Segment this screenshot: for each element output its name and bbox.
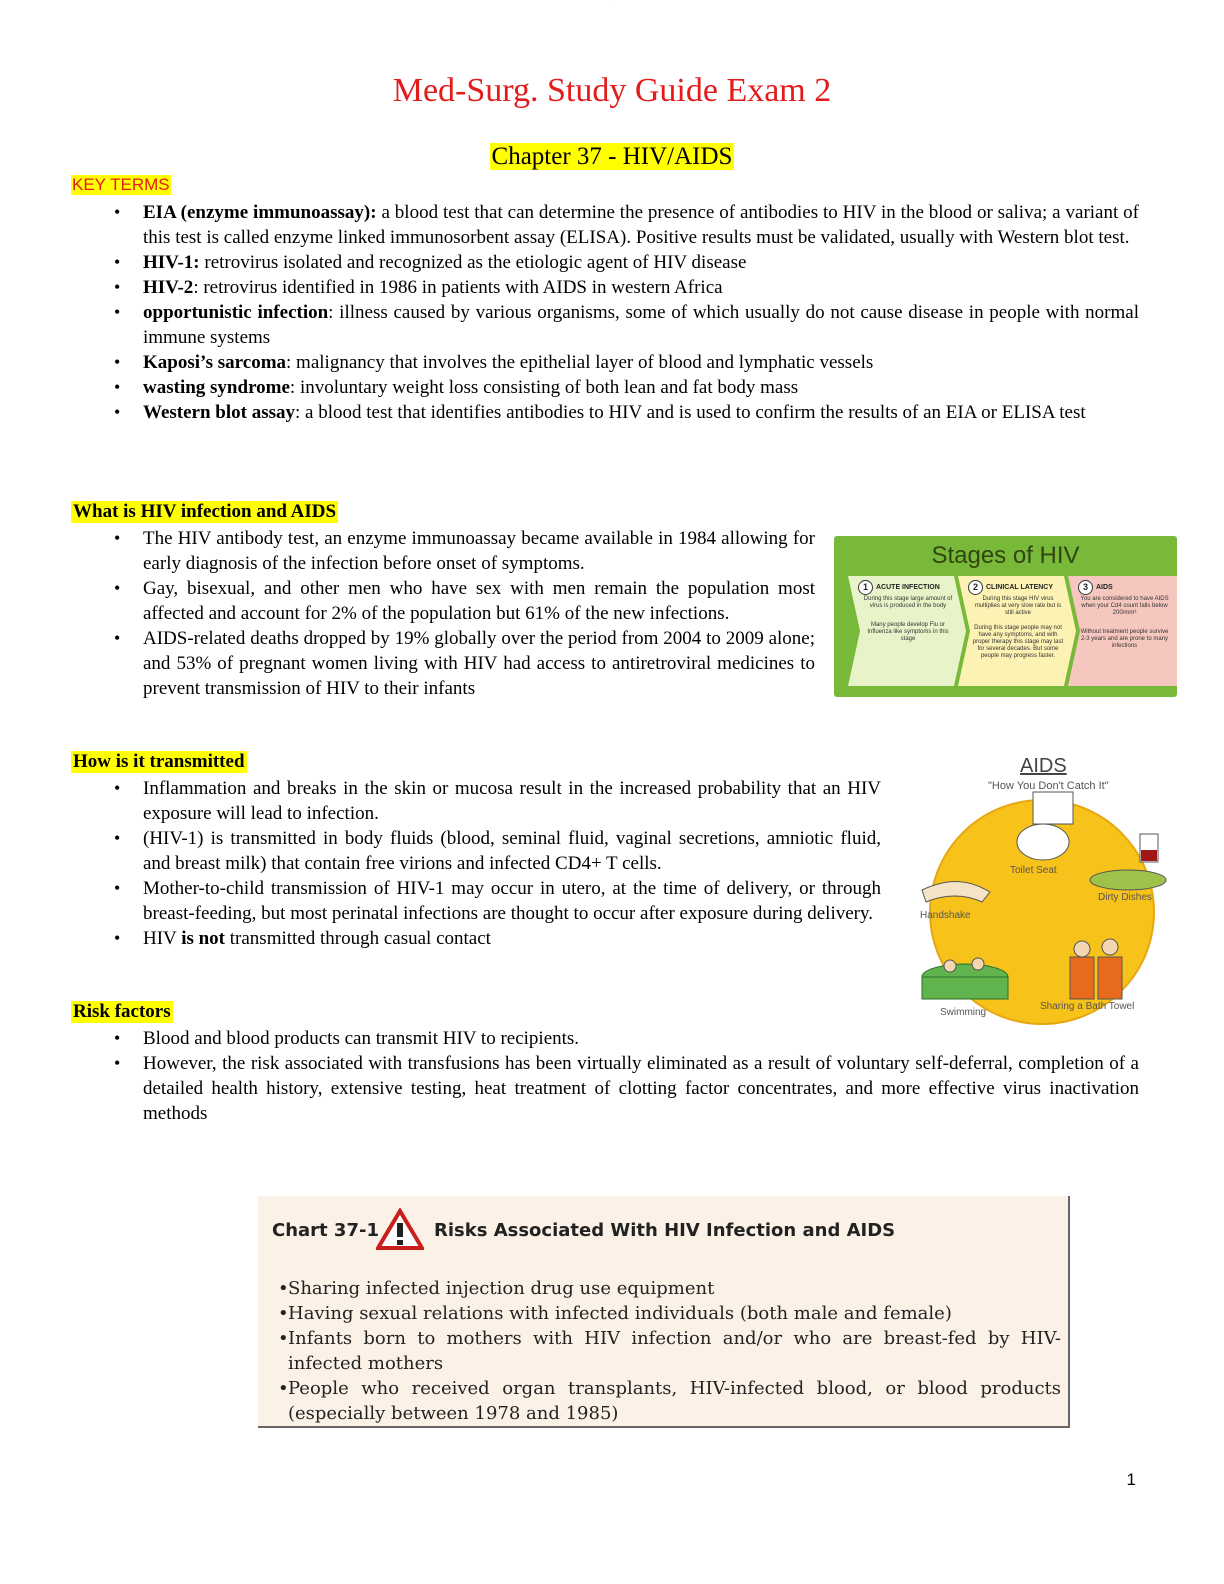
figure-label: Handshake [920, 910, 971, 921]
chart-list-item: • Sharing infected injection drug use equipment [278, 1276, 1061, 1301]
risk-list [71, 1026, 1139, 1126]
list-item: • However, the risk associated with transfusions has been virtually eliminated as a result of voluntary self-deferral, completion of a detailed health history, extensive testing, heat treatment of clotting factor concentrates, and more effective virus inactivation methods [71, 1051, 1139, 1126]
key-term-item: • opportunistic infection: illness caused by various organisms, some of which usually do not cause disease in people with normal immune systems [71, 300, 1139, 350]
list-item: • The HIV antibody test, an enzyme immunoassay became available in 1984 allowing for early diagnosis of the infection before onset of symptoms. [71, 526, 815, 576]
chart-risk-list [278, 1276, 1061, 1426]
transmit-list [71, 776, 881, 951]
section-heading-risk: Risk factors [73, 1001, 171, 1022]
key-term-item: • Kaposi’s sarcoma: malignancy that involves the epithelial layer of blood and lymphatic vessels [71, 350, 1139, 375]
chart-list-item: • People who received organ transplants, HIV-infected blood, or blood products (especially between 1978 and 1985) [278, 1376, 1061, 1426]
stage-text: Many people develop Flu or Influenza like symptoms in this stage [867, 622, 949, 642]
toilet-seat-icon [1017, 824, 1069, 860]
key-term-item: • Western blot assay: a blood test that identifies antibodies to HIV and is used to confirm the results of an EIA or ELISA test [71, 400, 1139, 425]
stage-number: 1 [858, 580, 873, 595]
key-term-item: • wasting syndrome: involuntary weight loss consisting of both lean and fat body mass [71, 375, 1139, 400]
stage-name: ACUTE INFECTION [876, 583, 940, 591]
chart-list-item: • Having sexual relations with infected individuals (both male and female) [278, 1301, 1061, 1326]
chart-title: Risks Associated With HIV Infection and AIDS [434, 1220, 896, 1241]
section-heading-what: What is HIV infection and AIDS [73, 501, 337, 522]
list-item: • HIV is not transmitted through casual contact [71, 926, 881, 951]
stages-of-hiv-figure [834, 536, 1177, 697]
page-number: 1 [1126, 1470, 1136, 1489]
stage-2 [962, 578, 1074, 688]
glass-liquid [1141, 850, 1157, 861]
chart-label: Chart 37-1 [272, 1220, 379, 1241]
stage-text: You are considered to have AIDS when your Cd4 count falls below 200/mm³ [1080, 596, 1169, 616]
list-item: • Gay, bisexual, and other men who have sex with men remain the population most affected and account for 2% of the population but 61% of the new infections. [71, 576, 815, 626]
figure-label: Sharing a Bath Towel [1040, 1001, 1135, 1012]
list-item: • Inflammation and breaks in the skin or mucosa result in the increased probability that an HIV exposure will lead to infection. [71, 776, 881, 826]
chart-list-item: • Infants born to mothers with HIV infection and/or who are breast-fed by HIV-infected mothers [278, 1326, 1061, 1376]
dirty-dishes-icon [1090, 870, 1166, 890]
stage-text: During this stage HIV virus multiplies at very slow rate but is still active [974, 596, 1062, 616]
stage-3 [1072, 578, 1177, 688]
header-mark: · [609, 6, 611, 10]
page-title: Med-Surg. Study Guide Exam 2 [392, 72, 832, 109]
stage-1 [852, 578, 964, 688]
figure-label: Dirty Dishes [1098, 892, 1152, 903]
key-term-item: • HIV-2: retrovirus identified in 1986 in patients with AIDS in western Africa [71, 275, 1139, 300]
list-item: • AIDS-related deaths dropped by 19% globally over the period from 2004 to 2009 alone; and 53% of pregnant women living with HIV had access to antiretroviral medicines to prevent transmission of HIV to their infants [71, 626, 815, 701]
aids-figure [910, 752, 1180, 1032]
key-terms-list [71, 200, 1139, 425]
person-head-icon [1102, 939, 1118, 955]
key-terms-heading: KEY TERMS [72, 175, 170, 194]
figure-label: Swimming [940, 1007, 987, 1018]
towel-person-icon [1098, 957, 1122, 999]
key-term-item: • EIA (enzyme immunoassay): a blood test that can determine the presence of antibodies to HIV in the blood or saliva; a variant of this test is called enzyme linked immunosorbent assay (ELISA). Positive results must be validated, usually with Western blot test. [71, 200, 1139, 250]
stage-name: AIDS [1096, 583, 1113, 591]
toilet-tank-icon [1033, 792, 1073, 824]
what-list [71, 526, 815, 701]
towel-person-icon [1070, 957, 1094, 999]
chapter-heading: Chapter 37 - HIV/AIDS [491, 143, 733, 170]
stage-number: 2 [968, 580, 983, 595]
list-item: • Mother-to-child transmission of HIV-1 may occur in utero, at the time of delivery, or through breast-feeding, but most perinatal infections are thought to occur after exposure during delivery. [71, 876, 881, 926]
list-item: • (HIV-1) is transmitted in body fluids (blood, seminal fluid, vaginal secretions, amniotic fluid, and breast milk) that contain free virions and infected CD4+ T cells. [71, 826, 881, 876]
warning-icon [376, 1208, 424, 1250]
stage-text: During this stage large amount of virus is produced in the body [863, 596, 953, 609]
chart-37-1-box [258, 1196, 1070, 1428]
section-heading-transmit: How is it transmitted [73, 751, 245, 772]
key-term-item: • HIV-1: retrovirus isolated and recognized as the etiologic agent of HIV disease [71, 250, 1139, 275]
pool-wall [922, 977, 1008, 999]
figure-label: Toilet Seat [1010, 865, 1057, 876]
person-head-icon [1074, 941, 1090, 957]
swimmer-icon [944, 960, 956, 972]
aids-figure-title: AIDS [1020, 755, 1067, 777]
stage-text: During this stage people may not have any symptoms, and with proper therapy this stage may last for several decades. But some people may progress faster. [972, 625, 1064, 659]
stage-text: Without treatment people survive 2-3 years and are prone to many infections [1080, 629, 1169, 649]
stage-name: CLINICAL LATENCY [986, 583, 1054, 591]
list-item: • Blood and blood products can transmit HIV to recipients. [71, 1026, 1139, 1051]
stage-number: 3 [1078, 580, 1093, 595]
aids-figure-subtitle: "How You Don't Catch It" [988, 780, 1109, 792]
stages-title: Stages of HIV [931, 542, 1080, 569]
swimmer-icon [972, 958, 984, 970]
